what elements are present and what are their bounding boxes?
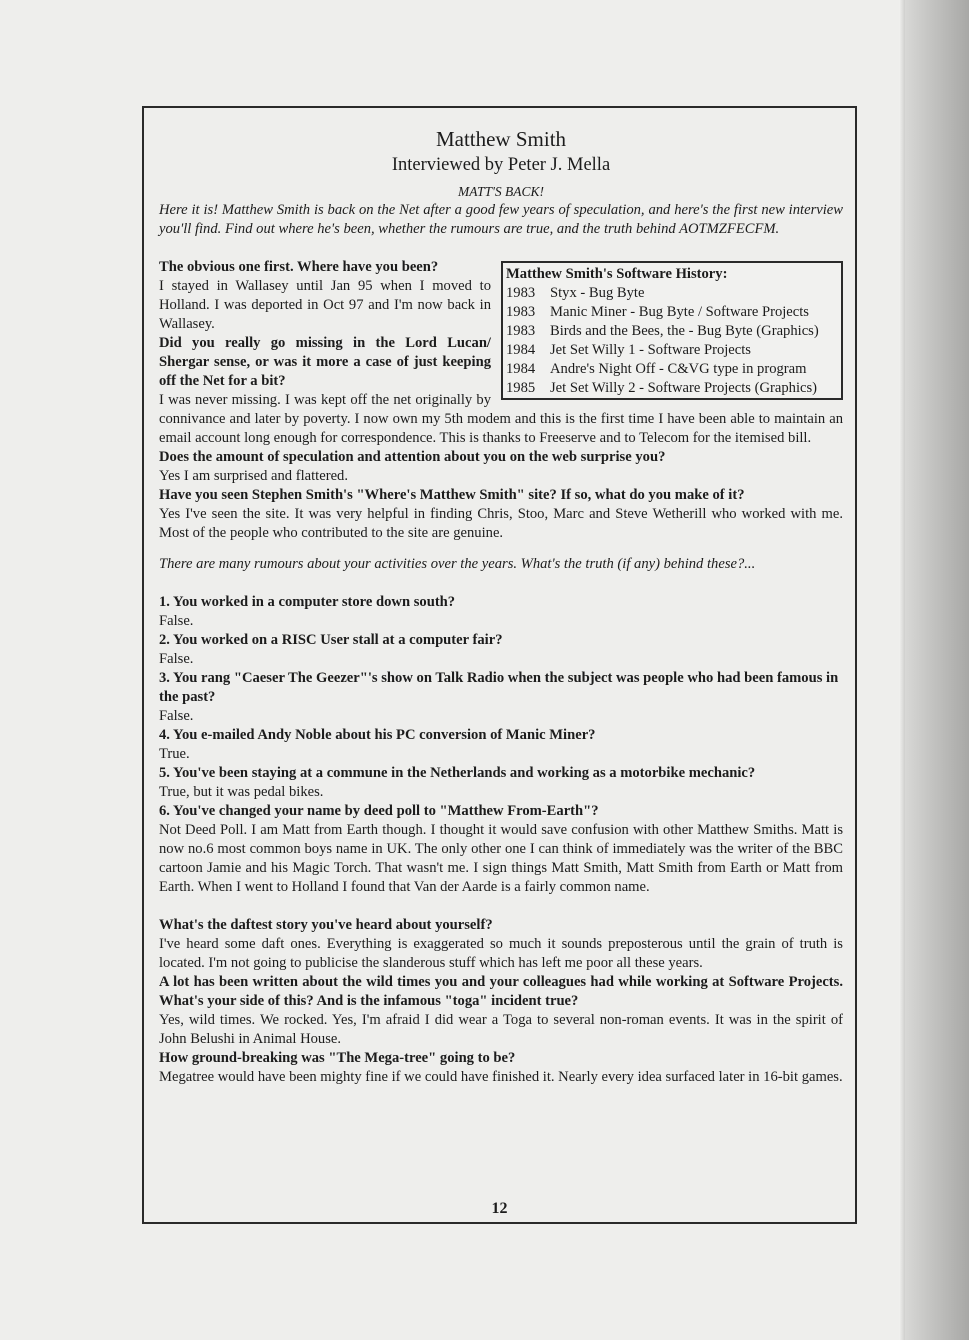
history-year: 1984 xyxy=(506,342,536,358)
interview-answer: I stayed in Wallasey until Jan 95 when I moved to Holland. I was deported in Oct 97 and I'm now back in Wallasey. xyxy=(159,278,491,332)
article-subtitle: Interviewed by Peter J. Mella xyxy=(391,155,611,175)
history-row xyxy=(506,360,838,379)
article-title: Matthew Smith xyxy=(435,127,567,151)
history-title: Manic Miner - Bug Byte / Software Projects xyxy=(550,304,809,320)
history-row xyxy=(506,341,838,360)
history-year: 1983 xyxy=(506,323,536,339)
rumour-answer: Not Deed Poll. I am Matt from Earth though. I thought it would save confusion with other Matthew Smiths. Matt is now no.6 most common boys name in UK. The only other one I can think of immediately was the writer of the BBC cartoon Jamie and his Magic Torch. That wasn't me. I sign things Matt Smith, Matt Smith from Earth or Matt from Earth. When I went to Holland I found that Van der Aarde is a fairly common name. xyxy=(159,822,843,895)
history-box-title: Matthew Smith's Software History: xyxy=(506,266,728,282)
interview-question: Does the amount of speculation and attention about you on the web surprise you? xyxy=(159,449,666,465)
interview-answer: I was never missing. I was kept off the net originally by connivance and later by poverty. I now own my 5th modem and this is the first time I have been able to maintain an email account long enough for correspondence. This is thanks to Freeserve and to Telecom for the itemised bill. xyxy=(159,392,843,446)
software-history-box xyxy=(501,261,843,400)
rumour-question: 5. You've been staying at a commune in the Netherlands and working as a motorbike mechanic? xyxy=(159,765,756,781)
interview-answer: Yes I am surprised and flattered. xyxy=(159,468,348,484)
interview-question: Did you really go missing in the Lord Lucan/ Shergar sense, or was it more a case of just keeping off the Net for a bit? xyxy=(159,335,491,389)
interview-question: How ground-breaking was "The Mega-tree" going to be? xyxy=(159,1050,516,1066)
history-row xyxy=(506,322,838,341)
rumour-answer: True. xyxy=(159,746,190,762)
interview-answer: Megatree would have been mighty fine if we could have finished it. Nearly every idea surfaced later in 16-bit games. xyxy=(159,1069,843,1085)
rumour-question: 4. You e-mailed Andy Noble about his PC conversion of Manic Miner? xyxy=(159,727,596,743)
rumour-answer: False. xyxy=(159,613,194,629)
history-year: 1985 xyxy=(506,380,536,396)
history-title: Styx - Bug Byte xyxy=(550,285,645,301)
history-year: 1983 xyxy=(506,285,536,301)
interview-question: What's the daftest story you've heard about yourself? xyxy=(159,917,493,933)
article-intro: Here it is! Matthew Smith is back on the Net after a good few years of speculation, and here's the first new interview you'll find. Find out where he's been, whether the rumours are true, and the truth behind AOTMZFECFM. xyxy=(159,202,843,237)
page-number: 12 xyxy=(491,1200,508,1217)
paper-edge xyxy=(905,0,969,1340)
rumour-answer: True, but it was pedal bikes. xyxy=(159,784,324,800)
interview-question: The obvious one first. Where have you been? xyxy=(159,259,439,275)
rumour-question: 2. You worked on a RISC User stall at a computer fair? xyxy=(159,632,503,648)
article-body xyxy=(159,126,843,1087)
interview-question: Have you seen Stephen Smith's "Where's Matthew Smith" site? If so, what do you make of it? xyxy=(159,487,745,503)
rumour-question: 1. You worked in a computer store down south? xyxy=(159,594,456,610)
history-row xyxy=(506,379,838,398)
rumour-question: 3. You rang "Caeser The Geezer"'s show on Talk Radio when the subject was people who had been famous in the past? xyxy=(159,670,839,705)
interview-answer: I've heard some daft ones. Everything is exaggerated so much it sounds preposterous until the grain of truth is located. I'm not going to publicise the slanderous stuff which has left me poor all these years. xyxy=(159,936,843,971)
history-year: 1983 xyxy=(506,304,536,320)
interview-answer: Yes I've seen the site. It was very helpful in finding Chris, Stoo, Marc and Steve Wetherill who worked with me. Most of the people who contributed to the site are genuine. xyxy=(159,506,843,541)
history-row xyxy=(506,284,838,303)
history-title: Birds and the Bees, the - Bug Byte (Graphics) xyxy=(550,323,819,339)
history-title: Jet Set Willy 1 - Software Projects xyxy=(550,342,751,358)
interview-answer: Yes, wild times. We rocked. Yes, I'm afraid I did wear a Toga to several non-roman events. It was in the spirit of John Belushi in Animal House. xyxy=(159,1012,843,1047)
rumours-lead: There are many rumours about your activities over the years. What's the truth (if any) behind these?... xyxy=(159,556,756,572)
rumour-answer: False. xyxy=(159,708,194,724)
article-kicker: MATT'S BACK! xyxy=(457,184,545,199)
history-year: 1984 xyxy=(506,361,536,377)
rumour-answer: False. xyxy=(159,651,194,667)
history-row xyxy=(506,303,838,322)
history-title: Andre's Night Off - C&VG type in program xyxy=(550,361,807,377)
history-title: Jet Set Willy 2 - Software Projects (Graphics) xyxy=(550,380,818,396)
rumour-question: 6. You've changed your name by deed poll to "Matthew From-Earth"? xyxy=(159,803,599,819)
interview-question: A lot has been written about the wild times you and your colleagues had while working at Software Projects. What's your side of this? And is the infamous "toga" incident true? xyxy=(159,974,843,1009)
